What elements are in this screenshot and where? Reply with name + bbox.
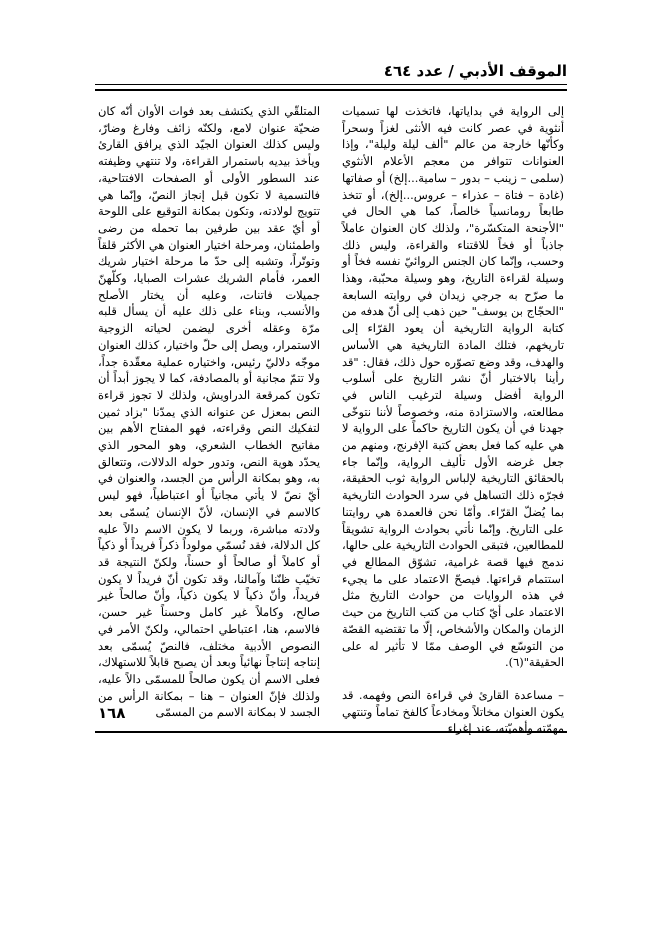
text-column-right [342,103,564,736]
header-rule-thick [95,89,567,91]
page-number: ١٦٨ [98,704,126,722]
header-rule-thin [95,84,567,85]
paragraph: إلى الرواية في بداياتها، فاتخذت لها تسميات أنثوية في عصر كانت فيه الأنثى لغزاً وسحراً وكأنّها خارجة من عالم "ألف ليلة وليلة"، وإذا العنوانات تتوافر من معجم الأعلام الأنثوي (سلمى – زينب – بدور – سامية...إلخ) أو صفاتها (غادة – فتاة – عذراء – عروس...إلخ)، أو تتخذ طابعاً رومانسياً خالصاً، كما هي الحال في "الأجنحة المتكسّرة"، ولذلك كان العنوان عاملاً جاذباً أو فخاً للاقتناء والقراءة، وليس ذلك وحسب، وإنّما كان الجنس الروائيّ نفسه فخاً أو وسيلة لقراءة التاريخ، وهو وسيلة محبّبة، وهذا ما صرّح به جرجي زيدان في روايته السابعة "الحجّاج بن يوسف" حين ذهب إلى أنّ هدفه من كتابة الرواية التاريخية أن يعود القرّاء إلى تاريخهم، فتلك المادة التاريخية هي الأساس والهدف، وقد وضع تصوّره حول ذلك، فقال: "قد رأينا بالاختبار أنّ نشر التاريخ على أسلوب الرواية أفضل وسيلة لترغيب الناس في مطالعته، والاستزادة منه، وخصوصاً لأننا نتوخّى جهدنا في أن يكون التاريخ حاكماً على الرواية لا هي عليه كما فعل بعض كتبة الإفرنج، ومنهم من جعل غرضه الأول تأليف الرواية، وإنّما جاء بالحقائق التاريخية لإلباس الرواية ثوب الحقيقة، فجرّه ذلك التساهل في سرد الحوادث التاريخية بما يُضلّ القرّاء. وأمّا نحن فالعمدة هي روايتنا على التاريخ. وإنّما نأتي بحوادث الرواية تشويقاً للمطالعين، فتبقى الحوادث التاريخية على حالها، ندمج فيها قصة غرامية، تشوّق المطالع في استتمام قراءتها. فيصحّ الاعتماد على ما يجيء في هذه الروايات من حوادث التاريخ مثل الاعتماد على أيّ كتاب من كتب التاريخ من حيث الزمان والمكان والأشخاص، إلّا ما تقتضيه القصّة من التوسّع في الوصف ممّا لا تأثير له على الحقيقة"(٦). [342,104,564,670]
paragraph: – مساعدة القارئ في قراءة النص وفهمه. قد يكون العنوان مخاتلاً ومخادعاً كالفخ تماماً وتنتهي مهمّته وأهميّته، عند إغراء [342,687,564,736]
footer-rule [95,731,567,733]
running-header [95,58,567,98]
paragraph: المتلقّي الذي يكتشف بعد فوات الأوان أنّه كان ضحيّة عنوان لامع، ولكنّه زائف وفارغ وضارّ، وليس كذلك العنوان الجيّد الذي يرافق القارئ ويأخذ بيديه باستمرار القراءة، ولا تنتهي وظيفته عند السطور الأولى أو الصفحات الافتتاحية، فالتسمية لا تكون قبل إنجاز النصّ، وإنّما هي تتويج لولادته، وتكون بمكانة التوقيع على اللوحة أو أيّ عقد بين طرفين بما تحمله من رضى واطمئنان، ومرحلة اختيار العنوان هي الأكثر قلقاً وتوتّراً، وتشبه إلى حدّ ما مرحلة اختيار شريك العمر، فأمام الشريك عشرات الصبايا، وكلّهنّ جميلات فاتنات، وعليه أن يختار الأصلح والأنسب، وبناء على ذلك عليه أن يسأل قلبه مرّة وعقله أخرى ليضمن لحياته الزوجية الاستمرار، ويصل إلى حلّ واختيار، كذلك العنوان موجّه دلاليّ رئيس، واختياره عملية معقّدة جداً، ولا تتمّ مجانية أو بالمصادفة، كما لا يجوز أبداً أن تكون كمرقعة الدراويش، ولذلك لا تجوز قراءة النص بمعزل عن عنوانه الذي يمدّنا "بزاد ثمين لتفكيك النص وقراءته، فهو المفتاح الأهم بين مفاتيح الخطاب الشعري، وهو المحور الذي يحدّد هوية النص، وتدور حوله الدلالات، وتتعالق به، وهو بمكانة الرأس من الجسد، والعنوان في أيّ نصّ لا يأتي مجانياً أو اعتباطياً، فهو ليس كالاسم في الإنسان، لأنّ الإنسان يُسمّى بعد ولادته مباشرة، وربما لا يكون الاسم دالاً عليه كل الدلالة، فقد نُسمّي مولوداً ذكراً فريداً أو ذكياً أو كاملاً أو صالحاً أو حسناً، ولكنّ النتيجة قد تخيّب ظنّنا وآمالنا، وقد تكون أنّ فريداً لا يكون فريداً، وأنّ ذكياً لا يكون ذكياً، وأنّ صالحاً غير صالح، وكاملاً غير كامل وحسناً غير حسن، فالاسم، هنا، اعتباطي احتمالي، ولكنّ الأمر في النصوص الأدبية مختلف، فالنصّ يُسمّى بعد إنتاجه إنتاجاً نهائياً وبعد أن يصبح قابلاً للاستهلاك، فعلى الاسم أن يكون صالحاً للمسمّى دالاً عليه، ولذلك فإنّ العنوان – هنا – بمكانة الرأس من الجسد لا بمكانة الاسم من المسمّى [98,104,320,720]
journal-issue-title: الموقف الأدبي / عدد ٤٦٤ [383,62,567,80]
